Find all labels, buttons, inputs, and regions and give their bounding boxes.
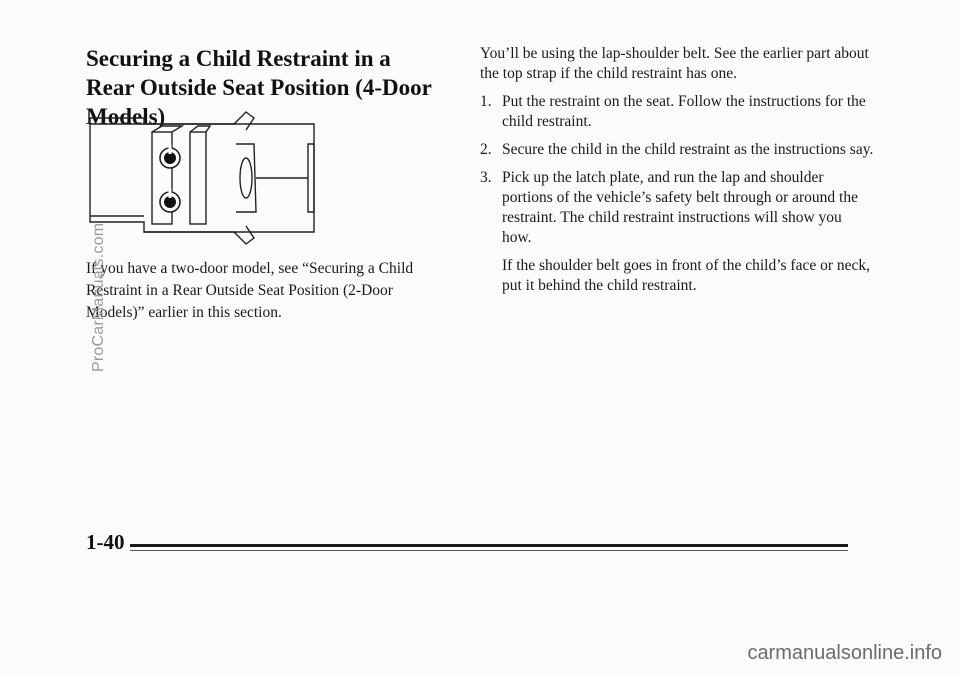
step-text: Put the restraint on the seat. Follow the instructions for the child restraint.: [502, 93, 866, 130]
footer-rule: [130, 544, 848, 547]
page-number: 1-40: [86, 530, 125, 554]
step-number: 1.: [480, 93, 492, 110]
bottom-watermark: carmanualsonline.info: [747, 642, 942, 664]
left-paragraph: If you have a two-door model, see “Securing a Child Restraint in a Rear Outside Seat Position (2-Door Models)” earlier in this section.: [86, 260, 414, 321]
step-text: Pick up the latch plate, and run the lap and shoulder portions of the vehicle’s safety belt through or around the restraint. The child restraint instructions will show you how.: [502, 169, 858, 246]
intro-paragraph: You’ll be using the lap-shoulder belt. See the earlier part about the top strap if the child restraint has one.: [480, 45, 869, 82]
car-seat-position-illustration: [86, 104, 326, 252]
step-number: 2.: [480, 141, 492, 158]
car-diagram-icon: [86, 104, 326, 252]
footer-rule-thin: [130, 550, 848, 551]
list-item: [480, 92, 875, 132]
right-column: [480, 44, 875, 296]
step-number: 3.: [480, 169, 492, 186]
section-title: Securing a Child Restraint in a Rear Outside Seat Position (4-Door Models): [86, 46, 432, 129]
list-item: [480, 140, 875, 160]
side-watermark: ProCarManuals.com: [90, 222, 107, 372]
note-paragraph: If the shoulder belt goes in front of the child’s face or neck, put it behind the child restraint.: [502, 257, 871, 294]
list-item: [480, 168, 875, 248]
step-text: Secure the child in the child restraint as the instructions say.: [502, 141, 874, 158]
steps-list: [480, 92, 875, 248]
